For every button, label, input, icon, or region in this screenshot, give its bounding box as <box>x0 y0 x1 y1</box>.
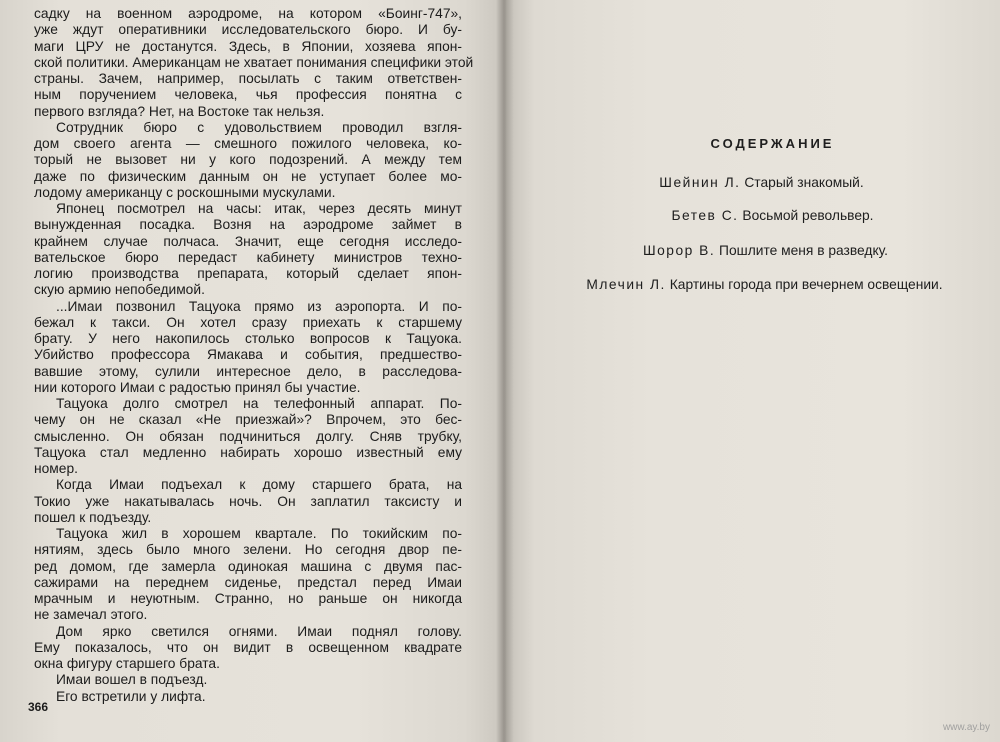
text-line: Сотрудник бюро с удовольствием проводил взгля- <box>56 119 462 135</box>
text-line: Его встретили у лифта. <box>56 688 206 704</box>
text-line: вынужденная посадка. Возня на аэродроме займет в <box>34 217 462 233</box>
text-line: брату. У него накопилось столько вопросов к Тацуока. <box>34 331 462 346</box>
table-of-contents <box>505 0 1000 742</box>
toc-entry <box>505 208 1000 223</box>
text-line: Тацуока долго смотрел на телефонный аппарат. По- <box>56 396 462 411</box>
text-line: ным поручением человека, чья профессия понятна с <box>34 87 462 103</box>
toc-entry <box>505 277 1000 292</box>
text-line: чему он не сказал «Не приезжай»? Впрочем, это бес- <box>34 412 462 428</box>
page-number: 366 <box>28 700 49 714</box>
toc-entry-author: Млечин Л. <box>586 277 666 292</box>
text-line: Тацуока стал медленно набирать хорошо известный ему <box>34 444 462 460</box>
text-line: Тацуока жил в хорошем квартале. По токийским по- <box>56 526 462 541</box>
toc-entry <box>505 243 1000 258</box>
toc-title: СОДЕРЖАНИЕ <box>710 136 835 151</box>
text-line: Имаи вошел в подъезд. <box>56 672 208 688</box>
toc-entry-title: Пошлите меня в разведку. <box>719 243 889 258</box>
text-line: Японец посмотрел на часы: итак, через десять минут <box>56 201 462 216</box>
body-text <box>34 6 474 705</box>
text-line: нии которого Имаи с радостью принял бы участие. <box>34 379 361 395</box>
text-line: смысленно. Он обязан подчиниться долгу. Сняв трубку, <box>34 428 462 444</box>
text-line: лодому американцу с роскошными мускулами. <box>34 184 336 200</box>
text-line: скую армию непобедимой. <box>34 282 205 298</box>
text-line: вавшие этому, сулили интересное дело, в расследова- <box>34 363 462 379</box>
text-line: логию производства препарата, который сделает япон- <box>34 266 462 281</box>
text-line: Убийство профессора Ямакава и события, предшество- <box>34 347 462 363</box>
text-line: окна фигуру старшего брата. <box>34 656 220 671</box>
text-line: садку на военном аэродроме, на котором «Боинг-747», <box>34 6 462 21</box>
toc-entry <box>505 175 1000 190</box>
text-line: первого взгляда? Нет, на Востоке так нельзя. <box>34 103 325 119</box>
text-line: крайнем случае полчаса. Значит, еще сегодня исследо- <box>34 233 462 249</box>
text-line: нятиям, здесь было много зелени. Но сегодня двор пе- <box>34 542 462 558</box>
text-line: ред домом, где замерла одинокая машина с двумя пас- <box>34 558 462 574</box>
text-line: страны. Зачем, например, посылать с таким ответствен- <box>34 71 462 86</box>
text-line: вательское бюро передаст кабинету министров техно- <box>34 249 462 265</box>
text-line: дом своего агента — смешного пожилого человека, ко- <box>34 136 462 151</box>
text-line: Ему показалось, что он видит в освещенном квадрате <box>34 639 462 655</box>
text-line: мрачным и неуютным. Странно, но раньше он никогда <box>34 591 462 606</box>
text-line: ...Имаи позвонил Тацуока прямо из аэропорта. И по- <box>56 298 462 314</box>
text-line: не замечал этого. <box>34 607 148 623</box>
text-line: сажирами на переднем сиденье, предстал перед Имаи <box>34 574 462 590</box>
text-line: пошел к подъезду. <box>34 509 152 525</box>
text-line: уже ждут оперативники исследовательского бюро. И бу- <box>34 22 462 38</box>
text-line: бежал к такси. Он хотел сразу приехать к старшему <box>34 314 462 330</box>
toc-entry-author: Шейнин Л. <box>659 175 741 190</box>
text-line: Токио уже накатывалась ночь. Он заплатил таксисту и <box>34 493 462 509</box>
toc-entry-title: Картины города при вечернем освещении. <box>669 277 943 292</box>
toc-entry-title: Старый знакомый. <box>744 175 864 190</box>
text-line: торый не вызовет ни у кого подозрений. А между тем <box>34 152 462 168</box>
text-line: Дом ярко светился огнями. Имаи поднял голову. <box>56 623 462 639</box>
toc-entry-author: Шорор В. <box>642 243 716 258</box>
toc-entry-title: Восьмой револьвер. <box>742 208 874 223</box>
toc-entry-author: Бетев С. <box>671 208 739 223</box>
text-line: номер. <box>34 461 78 476</box>
text-line: маги ЦРУ не достанутся. Здесь, в Японии, хозяева япон- <box>34 38 462 54</box>
watermark: www.ay.by <box>942 722 990 733</box>
text-line: ской политики. Американцам не хватает понимания специфики этой <box>34 54 474 70</box>
text-line: Когда Имаи подъехал к дому старшего брата, на <box>56 477 462 493</box>
text-line: даже по физическим данным он не уступает более мо- <box>34 168 462 184</box>
